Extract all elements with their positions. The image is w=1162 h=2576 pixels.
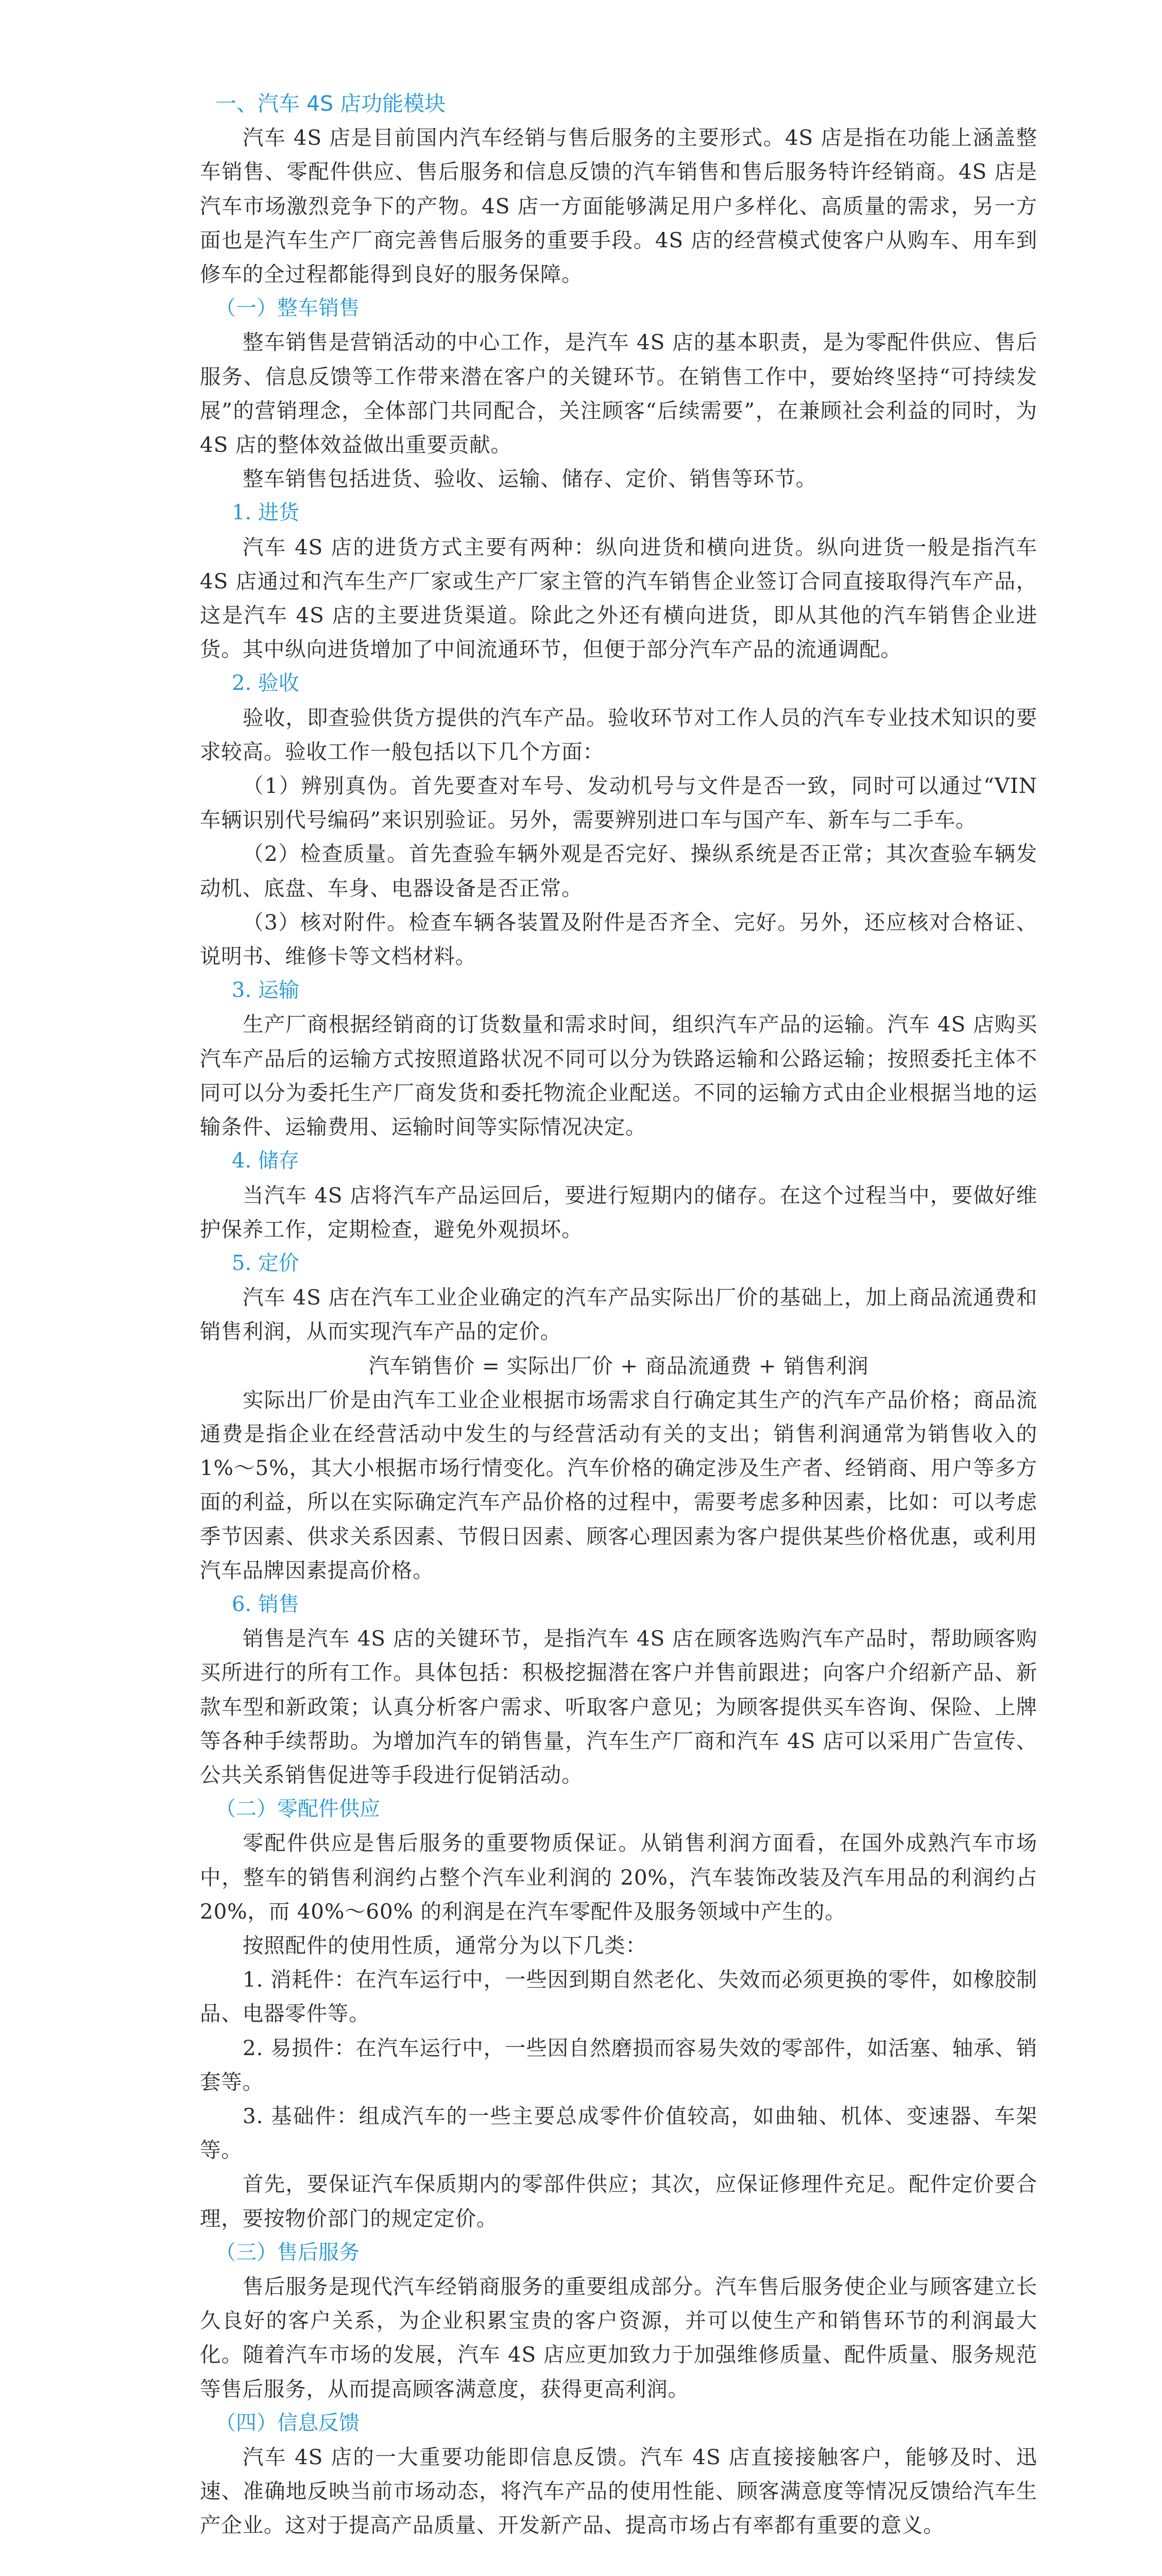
heading-parts-supply: （二）零配件供应 bbox=[215, 1797, 380, 1821]
paragraph: 当汽车 4S 店将汽车产品运回后，要进行短期内的储存。在这个过程当中，要做好维护保养工作，定期检查，避免外观损坏。 bbox=[200, 1182, 1037, 1242]
list-item: （3）核对附件。检查车辆各装置及附件是否齐全、完好。另外，还应核对合格证、说明书、维修卡等文档材料。 bbox=[200, 909, 1037, 969]
heading-vehicle-sales: （一）整车销售 bbox=[215, 296, 360, 320]
paragraph: 首先，要保证汽车保质期内的零部件供应；其次，应保证修理件充足。配件定价要合理，要按物价部门的规定定价。 bbox=[200, 2172, 1037, 2231]
paragraph: 汽车 4S 店的一大重要功能即信息反馈。汽车 4S 店直接接触客户，能够及时、迅速、准确地反映当前市场动态，将汽车产品的使用性能、顾客满意度等情况反馈给汽车生产企业。这对于提高产品质量、开发新产品、提高市场占有率都有重要的意义。 bbox=[200, 2445, 1037, 2538]
heading-storage: 4. 储存 bbox=[232, 1149, 299, 1173]
list-item: 3. 基础件：组成汽车的一些主要总成零件价值较高，如曲轴、机体、变速器、车架等。 bbox=[200, 2103, 1037, 2163]
heading-selling: 6. 销售 bbox=[232, 1592, 299, 1616]
paragraph: 验收，即查验供货方提供的汽车产品。验收环节对工作人员的汽车专业技术知识的要求较高。验收工作一般包括以下几个方面： bbox=[200, 705, 1037, 764]
heading-purchasing: 1. 进货 bbox=[232, 501, 299, 525]
paragraph: 销售是汽车 4S 店的关键环节，是指汽车 4S 店在顾客选购汽车产品时，帮助顾客购买所进行的所有工作。具体包括：积极挖掘潜在客户并售前跟进；向客户介绍新产品、新款车型和新政策；认真分析客户需求、听取客户意见；为顾客提供买车咨询、保险、上牌等各种手续帮助。为增加汽车的销售量，汽车生产厂商和汽车 4S 店可以采用广告宣传、公共关系销售促进等手段进行促销活动。 bbox=[200, 1626, 1037, 1787]
section-title: 一、汽车 4S 店功能模块 bbox=[215, 91, 446, 116]
heading-pricing: 5. 定价 bbox=[232, 1251, 299, 1275]
paragraph: 生产厂商根据经销商的订货数量和需求时间，组织汽车产品的运输。汽车 4S 店购买汽车产品后的运输方式按照道路状况不同可以分为铁路运输和公路运输；按照委托主体不同可以分为委托生产厂商发货和委托物流企业配送。不同的运输方式由企业根据当地的运输条件、运输费用、运输时间等实际情况决定。 bbox=[200, 1012, 1037, 1140]
paragraph: 售后服务是现代汽车经销商服务的重要组成部分。汽车售后服务使企业与顾客建立长久良好的客户关系，为企业积累宝贵的客户资源，并可以使生产和销售环节的利润最大化。随着汽车市场的发展，汽车 4S 店应更加致力于加强维修质量、配件质量、服务规范等售后服务，从而提高顾客满意度，获得更高利润。 bbox=[200, 2274, 1037, 2401]
paragraph: 汽车 4S 店在汽车工业企业确定的汽车产品实际出厂价的基础上，加上商品流通费和销售利润，从而实现汽车产品的定价。 bbox=[200, 1285, 1037, 1344]
intro-paragraph: 汽车 4S 店是目前国内汽车经销与售后服务的主要形式。4S 店是指在功能上涵盖整车销售、零配件供应、售后服务和信息反馈的汽车销售和售后服务特许经销商。4S 店是汽车市场激烈竞争下的产物。4S 店一方面能够满足用户多样化、高质量的需求，另一方面也是汽车生产厂商完善售后服务的重要手段。4S 店的经营模式使客户从购车、用车到修车的全过程都能得到良好的服务保障。 bbox=[200, 125, 1037, 287]
paragraph: 零配件供应是售后服务的重要物质保证。从销售利润方面看，在国外成熟汽车市场中，整车的销售利润约占整个汽车业利润的 20%，汽车装饰改装及汽车用品的利润约占 20%，而 40%～60% 的利润是在汽车零配件及服务领域中产生的。 bbox=[200, 1831, 1037, 1924]
heading-after-sales: （三）售后服务 bbox=[215, 2240, 360, 2264]
list-item: 2. 易损件：在汽车运行中，一些因自然磨损而容易失效的零部件，如活塞、轴承、销套等。 bbox=[200, 2035, 1037, 2094]
list-item: （1）辨别真伪。首先要查对车号、发动机号与文件是否一致，同时可以通过“VIN 车辆识别代号编码”来识别验证。另外，需要辨别进口车与国产车、新车与二手车。 bbox=[200, 773, 1037, 833]
pricing-formula: 汽车销售价 = 实际出厂价 + 商品流通费 + 销售利润 bbox=[368, 1353, 869, 1378]
paragraph: 整车销售包括进货、验收、运输、储存、定价、销售等环节。 bbox=[243, 466, 817, 492]
paragraph: 按照配件的使用性质，通常分为以下几类： bbox=[243, 1933, 647, 1958]
paragraph: 实际出厂价是由汽车工业企业根据市场需求自行确定其生产的汽车产品价格；商品流通费是指企业在经营活动中发生的与经营活动有关的支出；销售利润通常为销售收入的 1%～5%，其大小根据市场行情变化。汽车价格的确定涉及生产者、经销商、用户等多方面的利益，所以在实际确定汽车产品价格的过程中，需要考虑多种因素，比如：可以考虑季节因素、供求关系因素、节假日因素、顾客心理因素为客户提供某些价格优惠，或利用汽车品牌因素提高价格。 bbox=[200, 1387, 1037, 1583]
paragraph: 整车销售是营销活动的中心工作，是汽车 4S 店的基本职责，是为零配件供应、售后服务、信息反馈等工作带来潜在客户的关键环节。在销售工作中，要始终坚持“可持续发展”的营销理念，全体部门共同配合，关注顾客“后续需要”，在兼顾社会利益的同时，为 4S 店的整体效益做出重要贡献。 bbox=[200, 330, 1037, 457]
heading-feedback: （四）信息反馈 bbox=[215, 2411, 360, 2435]
list-item: （2）检查质量。首先查验车辆外观是否完好、操纵系统是否正常；其次查验车辆发动机、底盘、车身、电器设备是否正常。 bbox=[200, 841, 1037, 901]
heading-inspection: 2. 验收 bbox=[232, 671, 299, 696]
heading-transport: 3. 运输 bbox=[232, 978, 299, 1003]
paragraph: 汽车 4S 店的进货方式主要有两种：纵向进货和横向进货。纵向进货一般是指汽车 4S 店通过和汽车生产厂家或生产厂家主管的汽车销售企业签订合同直接取得汽车产品，这是汽车 4S 店的主要进货渠道。除此之外还有横向进货，即从其他的汽车销售企业进货。其中纵向进货增加了中间流通环节，但便于部分汽车产品的流通调配。 bbox=[200, 534, 1037, 662]
list-item: 1. 消耗件：在汽车运行中，一些因到期自然老化、失效而必须更换的零件，如橡胶制品、电器零件等。 bbox=[200, 1967, 1037, 2026]
